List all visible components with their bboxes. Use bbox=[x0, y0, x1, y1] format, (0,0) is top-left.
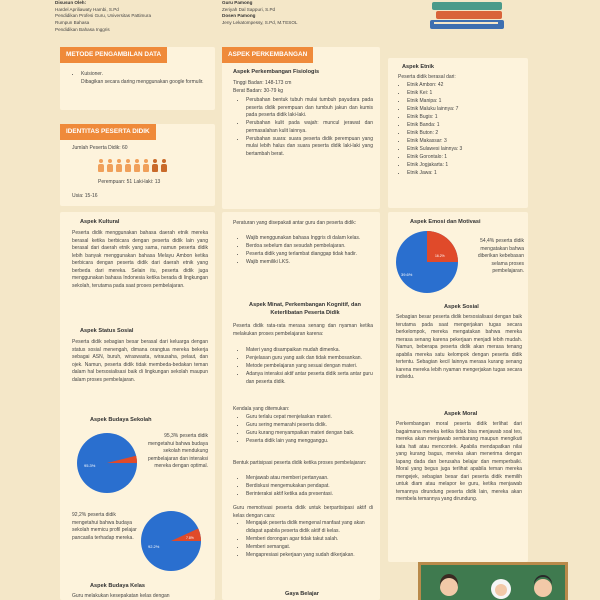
emosi-pie-small-label: 16.2% bbox=[435, 254, 445, 258]
etnik-item: • Etnik Bugis: 1 bbox=[407, 114, 523, 122]
peraturan-item: • Peserta didik yang terlambat dianggap tidak hadir. bbox=[246, 251, 373, 259]
bentuk-item: • Menjawab atau memberi pertanyaan. bbox=[246, 475, 373, 483]
dosen-pamong-name: Jeny Lekatompessy, S.Pd, M.TESOL bbox=[222, 19, 298, 25]
emosi-text: 54,4% peserta didik mengatakan bahwa diberikan kebebasan selama proses pembelajaran. bbox=[477, 238, 524, 274]
peraturan-list bbox=[237, 235, 373, 267]
etnik-item: • Etnik Buton: 2 bbox=[407, 130, 523, 138]
etnik-item: • Etnik Makassar: 3 bbox=[407, 138, 523, 146]
metode-item: • Kuisioner. bbox=[81, 71, 212, 79]
etnik-list bbox=[398, 82, 523, 178]
guru-pamong-label: Guru Pamong bbox=[222, 0, 253, 5]
classroom-illustration bbox=[418, 562, 568, 600]
kultural-title: Aspek Kultural bbox=[80, 219, 120, 225]
gender-count: Perempuan: 51 Laki-laki: 13 bbox=[98, 179, 161, 185]
author-name: Hardel Apriliawaty Hambi, S.Pd bbox=[55, 6, 119, 12]
etnik-item: • Etnik Kei: 1 bbox=[407, 90, 523, 98]
student-icon bbox=[106, 159, 113, 172]
peraturan-item: • Wajib menggunakan bahasa Inggris di dalam kelas. bbox=[246, 235, 373, 243]
motivasi-item: • Mengajak peserta didik mengenal manfaat yang akan didapat apabila peserta didik aktif di kelas. bbox=[246, 520, 373, 535]
emosi-title: Aspek Emosi dan Motivasi bbox=[410, 219, 481, 225]
peraturan-item: • Berdoa sebelum dan sesudah pembelajaran. bbox=[246, 243, 373, 251]
sosial-text: Sebagian besar peserta didik bersosialisasi dengan baik terutama pada saat mengerjakan tugas secara berkelompok, mereka mengatakan bahwa mereka merasa senang karena pekerjaan menjadi lebih mudah. Namun, beberapa peserta didik akan merasa tenang apabila mereka satu kelompok dengan peserta didik tertentu. Sebagian kecil lainnya merasa kurang senang karena mereka lebih nyaman mengerjakan tugas secara individu. bbox=[396, 314, 522, 380]
perkembangan-tag: ASPEK PERKEMBANGAN bbox=[222, 47, 313, 63]
status-sosial-title: Aspek Status Sosial bbox=[80, 328, 134, 334]
minat-item: • Metode pembelajaran yang sesuai dengan materi. bbox=[246, 363, 373, 371]
budaya-sekolah-title: Aspek Budaya Sekolah bbox=[90, 417, 152, 423]
metode-tag: METODE PENGAMBILAN DATA bbox=[60, 47, 167, 63]
fisiologis-item: • Perubahan suara: suara peserta didik perempuan yang mulai lebih halus dan suara peserta didik laki-laki yang bertambah berat. bbox=[246, 136, 373, 159]
kendala-item: • Guru terlalu cepat menjelaskan materi. bbox=[246, 414, 373, 422]
etnik-item: • Etnik Ambon: 42 bbox=[407, 82, 523, 90]
etnik-item: • Etnik Jogjakarta: 1 bbox=[407, 162, 523, 170]
tinggi-badan: Tinggi Badan: 148-173 cm bbox=[233, 80, 292, 86]
minat-item: • Materi yang disampaikan mudah dimenka. bbox=[246, 347, 373, 355]
supervisor-block bbox=[222, 0, 392, 27]
budaya-kelas-title: Aspek Budaya Kelas bbox=[90, 583, 146, 589]
pie-2-label: 92.2% bbox=[148, 544, 160, 549]
budaya-kelas-text: Guru melakukan kesepakatan kelas dengan bbox=[72, 593, 170, 599]
student-icon bbox=[160, 159, 167, 172]
student-icon bbox=[151, 159, 158, 172]
dosen-pamong-label: Dosen Pamong bbox=[222, 13, 256, 19]
status-sosial-text: Peserta didik sebagian besar berasal dari keluarga dengan status sosial menengah, dimana orangtua mereka bekerja sebagai ASN, buruh, wiraswasta, wirausaha, pelaut, dan ojek. Namun, peserta didik tidak membeda-bedakan teman dalam hal bersosialisasi baik di lingkungan sekolah maupun dalam proses pembelajaran. bbox=[72, 339, 208, 383]
kultural-text: Peserta didik menggunakan bahasa daerah etnik mereka berasal ketika berbicara dengan peserta didik lain yang berasal dari daerah etnik yang sama, namun peserta didik lebih banyak menggunakan bahasa Melayu Ambon ketika berbicara dengan peserta didik dari daerah etnik yang berbeda dari mereka. Selain itu, peserta didik juga menggunakan bahasa Indonesia ketika berada di lingkungan sekolah, terutama pada saat proses pembelajaran. bbox=[72, 230, 208, 289]
student-icon bbox=[133, 159, 140, 172]
etnik-item: • Etnik Jawa: 1 bbox=[407, 170, 523, 178]
identitas-tag: IDENTITAS PESERTA DIDIK bbox=[60, 124, 156, 140]
kendala-intro: Kendala yang ditemukan: bbox=[233, 406, 290, 412]
pie-2-small-label: 7.8% bbox=[186, 536, 194, 540]
student-icon bbox=[97, 159, 104, 172]
budaya-sekolah-text-1: 95,3% peserta didik mengetahui bahwa budaya sekolah mendukung pembelajaran dan interaksi mereka dengan optimal. bbox=[147, 433, 208, 469]
motivasi-list bbox=[237, 520, 373, 560]
kendala-item: • Peserta didik lain yang mengganggu. bbox=[246, 438, 373, 446]
kendala-list bbox=[237, 414, 373, 446]
books-illustration bbox=[430, 0, 510, 34]
berat-badan: Berat Badan: 30-79 kg bbox=[233, 88, 284, 94]
etnik-item: • Etnik Gorontalo: 1 bbox=[407, 154, 523, 162]
fisiologis-item: • Perubahan bentuk tubuh mulai tumbuh payudara pada peserta didik perempuan dan tumbuh jakun dan kumis pada peserta didik laki-laki. bbox=[246, 97, 373, 120]
students-illustration bbox=[421, 565, 571, 600]
etnik-intro: Peserta didik berasal dari: bbox=[398, 74, 456, 80]
student-icon bbox=[142, 159, 149, 172]
bentuk-item: • Berdiskusi mengemukakan pendapat. bbox=[246, 483, 373, 491]
kendala-item: • Guru sering memarahi peserta didik. bbox=[246, 422, 373, 430]
motivasi-intro: Guru memotivasi peserta didik untuk berpartisipasi aktif di kelas dengan cara: bbox=[233, 505, 373, 519]
moral-title: Aspek Moral bbox=[444, 411, 478, 417]
motivasi-item: • Mengapresiasi pekerjaan yang sudah dikerjakan. bbox=[246, 552, 373, 560]
etnik-item: • Etnik Banda: 1 bbox=[407, 122, 523, 130]
student-icon bbox=[124, 159, 131, 172]
budaya-sekolah-pie-1 bbox=[76, 432, 138, 494]
student-icons bbox=[97, 159, 167, 172]
emosi-pie-label: 39.6% bbox=[401, 272, 413, 277]
etnik-item: • Etnik Manipa: 1 bbox=[407, 98, 523, 106]
metode-item: Dibagikan secara daring menggunakan google formulir. bbox=[81, 79, 204, 85]
metode-list bbox=[72, 71, 212, 87]
gaya-belajar-title: Gaya Belajar bbox=[285, 591, 319, 597]
minat-list-1 bbox=[237, 347, 373, 387]
budaya-sekolah-pie-2 bbox=[140, 510, 202, 572]
student-icon bbox=[115, 159, 122, 172]
fisiologis-list bbox=[237, 97, 373, 159]
fisiologis-title: Aspek Perkembangan Fisiologis bbox=[233, 69, 320, 75]
minat-item: • Penjelasan guru yang asik dan tidak membosankan. bbox=[246, 355, 373, 363]
peraturan-intro: Peraturan yang disepakati antar guru dan peserta didik: bbox=[233, 220, 357, 226]
author-field: Rumpun Bahasa bbox=[55, 19, 90, 25]
pie-1-label: 95.3% bbox=[84, 463, 96, 468]
author-block bbox=[55, 0, 235, 33]
bentuk-list bbox=[237, 475, 373, 499]
etnik-title: Aspek Etnik bbox=[402, 64, 435, 70]
motivasi-item: • Memberi dorongan agar tidak takut salah. bbox=[246, 536, 373, 544]
usia-peserta: Usia: 15-16 bbox=[72, 193, 98, 199]
etnik-item: • Etnik Maluku lainnya: 7 bbox=[407, 106, 523, 114]
motivasi-item: • Memberi semangat. bbox=[246, 544, 373, 552]
moral-text: Perkembangan moral peserta didik terlihat dari bagaimana mereka ketika tidak bisa menjawab soal tes, mereka akan menjawab sembarang maupun mengikuti kata hati atau mencontek. Apabila mendapatkan nilai yang kurang bagus, mereka akan menerima dengan lapang dada dan berusaha belajar dan memperbaiki. Moral yang begus juga terlihat apabila teman mereka mengejek, sebagian besar dari peserta didik memilih untuk diam atau melapor ke guru, ketika menjawab temannya dirundung peserta didik lain, mereka akan membela temannya yang dirundung. bbox=[396, 421, 522, 502]
guru-pamong-name: Zeriyah Dal Sappuri, S.Pd bbox=[222, 6, 276, 12]
emosi-pie bbox=[395, 230, 459, 294]
author-subject: Pendidikan Bahasa Inggris bbox=[55, 26, 110, 32]
kendala-item: • Guru kurang menyampaikan materi dengan baik. bbox=[246, 430, 373, 438]
peraturan-item: • Wajib memiliki LKS. bbox=[246, 259, 373, 267]
minat-item: • Adanya interaksi aktif antar peserta didik serta antar guru dan peserta didik. bbox=[246, 371, 373, 386]
etnik-item: • Etnik Sulawesi lainnya: 3 bbox=[407, 146, 523, 154]
fisiologis-item: • Perubahan kulit pada wajah: muncul jerawat dan permasalahan kulit lainnya. bbox=[246, 120, 373, 135]
bentuk-item: • Berinteraksi aktif ketika ada presentasi. bbox=[246, 491, 373, 499]
minat-intro: Peserta didik rata-rata merasa senang dan nyaman ketika melakukan proses pembelajaran karena: bbox=[233, 323, 373, 337]
budaya-sekolah-text-2: 92,2% peserta didik mengetahui bahwa budaya sekolah memicu profil pelajar pancasila terhadap mereka. bbox=[72, 512, 137, 541]
sosial-title: Aspek Sosial bbox=[444, 304, 479, 310]
jumlah-peserta: Jumlah Peserta Didik: 60 bbox=[72, 145, 128, 151]
author-label: Disusun Oleh: bbox=[55, 0, 87, 5]
author-program: Pendidikan Profesi Guru, Universitas Pattimura bbox=[55, 13, 151, 19]
header-credits bbox=[55, 0, 475, 48]
bentuk-intro: Bentuk partisipasi peserta didik ketika proses pembelajaran: bbox=[233, 460, 367, 466]
minat-title: Aspek Minat, Perkembangan Kognitif, dan Keterlibatan Peserta Didik bbox=[249, 302, 361, 316]
